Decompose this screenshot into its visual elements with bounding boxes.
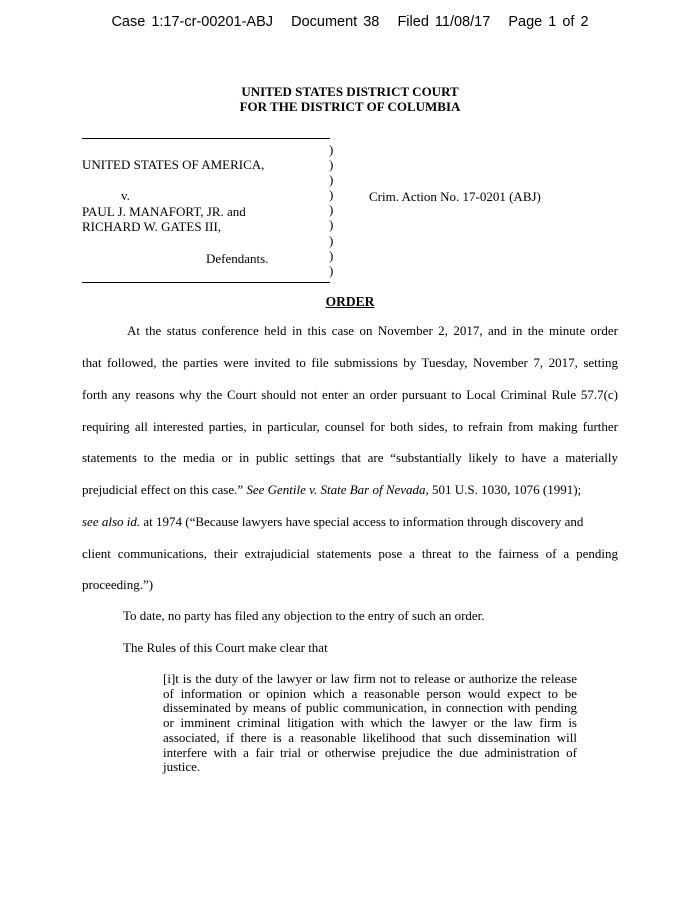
para1-line: requiring all interested parties, in particular, counsel for both sides, to refrain from making further [82,419,618,434]
court-line-2: FOR THE DISTRICT OF COLUMBIA [239,99,461,114]
court-name [0,84,700,114]
case-number: Case 1:17-cr-00201-ABJ [111,14,274,30]
paragraph-2: To date, no party has filed any objection to the entry of such an order. [123,608,485,623]
caption-versus: v. [121,188,130,203]
criminal-action-number: Crim. Action No. 17-0201 (ABJ) [369,189,541,204]
paragraph-3: The Rules of this Court make clear that [123,640,328,655]
page-indicator: Page 1 of 2 [508,14,589,30]
block-quote: [i]t is the duty of the lawyer or law firm not to release or authorize the release of information or opinion which a reasonable person would expect to be disseminated by means of public communication, in connection with pending or imminent criminal litigation with which the lawyer or the law firm is associated, if there is a reasonable likelihood that such dissemination will interfere with a fair trial or otherwise prejudice the due administration of justice. [163,671,577,775]
caption-parentheses: ) ) ) ) ) ) ) ) ) [329,142,334,278]
caption-defendant-1: PAUL J. MANAFORT, JR. and [82,204,246,219]
para1-line: forth any reasons why the Court should not enter an order pursuant to Local Criminal Rule 57.7(c) [82,387,618,402]
caption-defendant-2: RICHARD W. GATES III, [82,219,222,234]
ecf-header [0,14,700,30]
caption-plaintiff: UNITED STATES OF AMERICA, [82,157,265,172]
para1-line: statements to the media or in public settings that are “substantially likely to have a materially [82,450,618,465]
see-also-citation: see also id. [82,514,141,529]
filed-date: Filed 11/08/17 [397,14,491,30]
para1-line: proceeding.”) [82,577,154,592]
caption-defendants-label: Defendants. [206,251,269,266]
document-number: Document 38 [291,14,380,30]
para1-line: prejudicial effect on this case.” See Gentile v. State Bar of Nevada, 501 U.S. 1030, 1076 (1991); [82,482,582,497]
para1-line: that followed, the parties were invited to file submissions by Tuesday, November 7, 2017, setting [82,355,618,370]
para1-line: see also id. at 1974 (“Because lawyers have special access to information through discovery and [82,514,584,529]
order-title: ORDER [325,294,375,309]
caption-top-rule [82,138,330,139]
para1-line: client communications, their extrajudicial statements pose a threat to the fairness of a pending [82,546,618,561]
case-citation: See Gentile v. State Bar of Nevada [246,482,426,497]
caption-bottom-rule [82,282,330,283]
para1-line: At the status conference held in this case on November 2, 2017, and in the minute order [127,323,618,338]
court-line-1: UNITED STATES DISTRICT COURT [241,84,459,99]
